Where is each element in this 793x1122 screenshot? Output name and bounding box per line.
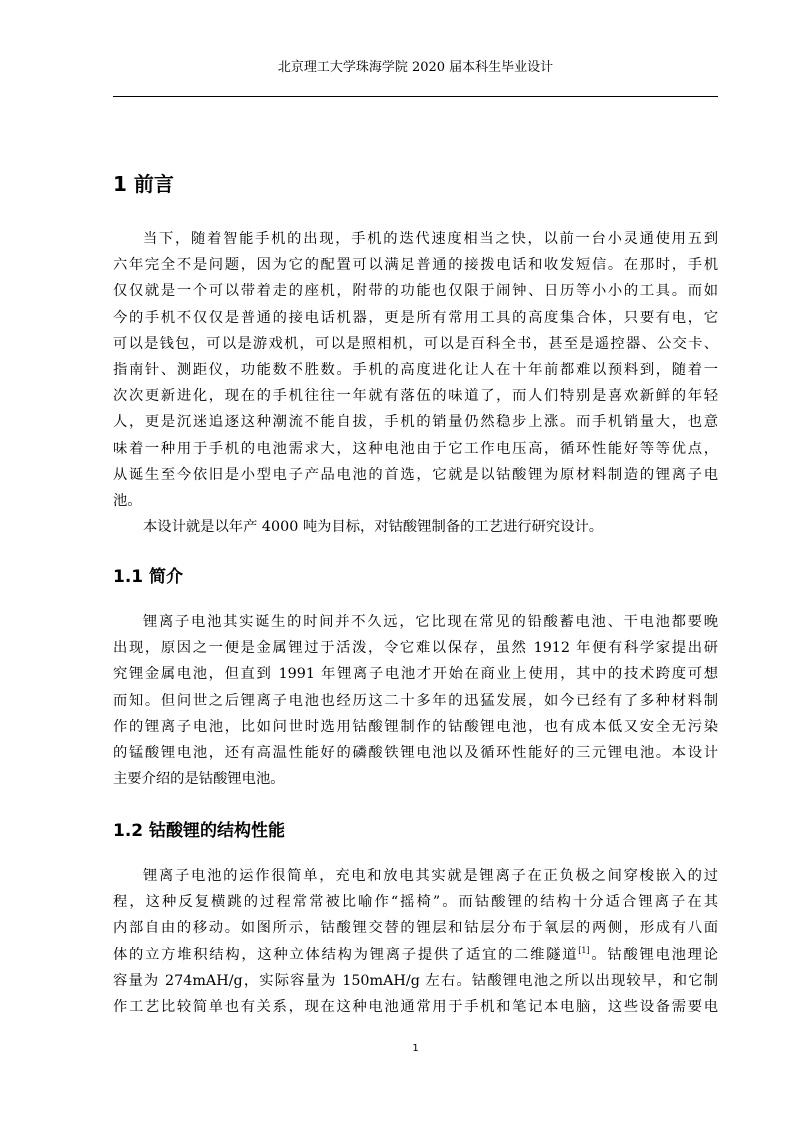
text-segment: 。钴酸锂电池理论 xyxy=(589,946,718,963)
text-line: 容量为 274mAH/g，实际容量为 150mAH/g 左右。钴酸锂电池之所以出现较早，和它制 xyxy=(113,972,718,989)
text-line: 本设计就是以年产 4000 吨为目标，对钴酸锂制备的工艺进行研究设计。 xyxy=(143,519,604,535)
text-line: 味着一种用于手机的电池需求大，这种电池由于它工作电压高，循环性能好等等优点， xyxy=(113,440,718,457)
text-line: 六年完全不是问题，因为它的配置可以满足普通的接拨电话和收发短信。在那时，手机 xyxy=(113,257,718,274)
header-divider xyxy=(113,96,718,97)
section-heading-preface: 1 前言 xyxy=(113,172,174,196)
text-line: 池。 xyxy=(113,492,142,509)
text-line: 锂离子电池其实诞生的时间并不久远，它比现在常见的铅酸蓄电池、干电池都要晚 xyxy=(143,614,718,630)
text-line: 究锂金属电池，但直到 1991 年锂离子电池才开始在商业上使用，其中的技术跨度可想 xyxy=(113,666,718,683)
text-line: 指南针、测距仪，功能数不胜数。手机的高度进化让人在十年前都难以预料到，随着一 xyxy=(113,361,718,378)
text-line: 作的锂离子电池，比如问世时选用钴酸锂制作的钴酸锂电池，也有成本低又安全无污染 xyxy=(113,718,718,735)
citation-reference: [1] xyxy=(578,945,590,955)
section-heading-introduction: 1.1 简介 xyxy=(113,567,184,587)
text-line: 内部自由的移动。如图所示，钴酸锂交替的锂层和钴层分布于氧层的两侧，形成有八面 xyxy=(113,920,718,937)
section-heading-structure: 1.2 钴酸锂的结构性能 xyxy=(113,821,286,841)
text-line: 出现，原因之一便是金属锂过于活泼，令它难以保存，虽然 1912 年便有科学家提出研 xyxy=(113,640,718,657)
text-line: 可以是钱包，可以是游戏机，可以是照相机，可以是百科全书，甚至是遥控器、公交卡、 xyxy=(113,335,718,352)
preface-paragraph-2 xyxy=(113,514,718,540)
text-line: 程，这种反复横跳的过程常常被比喻作“摇椅”。而钴酸锂的结构十分适合锂离子在其 xyxy=(113,894,718,911)
text-line: 锂离子电池的运作很简单，充电和放电其实就是锂离子在正负极之间穿梭嵌入的过 xyxy=(143,868,718,884)
text-line: 作工艺比较简单也有关系，现在这种电池通常用于手机和笔记本电脑，这些设备需要电 xyxy=(113,998,718,1015)
introduction-paragraph xyxy=(113,609,718,792)
text-line: 今的手机不仅仅是普通的接电话机器，更是所有常用工具的高度集合体，只要有电，它 xyxy=(113,309,718,326)
text-line: 人，更是沉迷追逐这种潮流不能自拔，手机的销量仍然稳步上涨。而手机销量大，也意 xyxy=(113,414,718,431)
running-header: 北京理工大学珠海学院 2020 届本科生毕业设计 xyxy=(277,60,554,75)
text-line: 主要介绍的是钴酸锂电池。 xyxy=(113,771,285,788)
structure-paragraph xyxy=(113,863,718,1020)
text-line: 从诞生至今依旧是小型电子产品电池的首选，它就是以钴酸锂为原材料制造的锂离子电 xyxy=(113,466,718,483)
text-line: 的锰酸锂电池，还有高温性能好的磷酸铁锂电池以及循环性能好的三元锂电池。本设计 xyxy=(113,744,718,761)
text-line: 当下，随着智能手机的出现，手机的迭代速度相当之快，以前一台小灵通使用五到 xyxy=(143,231,718,247)
text-segment: 体的立方堆积结构，这种立体结构为锂离子提供了适宜的二维隧道 xyxy=(113,946,579,963)
text-line: 而知。但问世之后锂离子电池也经历这二十多年的迅猛发展，如今已经有了多种材料制 xyxy=(113,692,718,709)
page-number: 1 xyxy=(412,1043,419,1054)
text-line: 次次更新进化，现在的手机往往一年就有落伍的味道了，而人们特别是喜欢新鲜的年轻 xyxy=(113,388,718,405)
text-line: 仅仅就是一个可以带着走的座机，附带的功能也仅限于闹钟、日历等小小的工具。而如 xyxy=(113,283,718,300)
preface-paragraph-1 xyxy=(113,226,718,514)
text-line-with-citation xyxy=(113,942,718,968)
